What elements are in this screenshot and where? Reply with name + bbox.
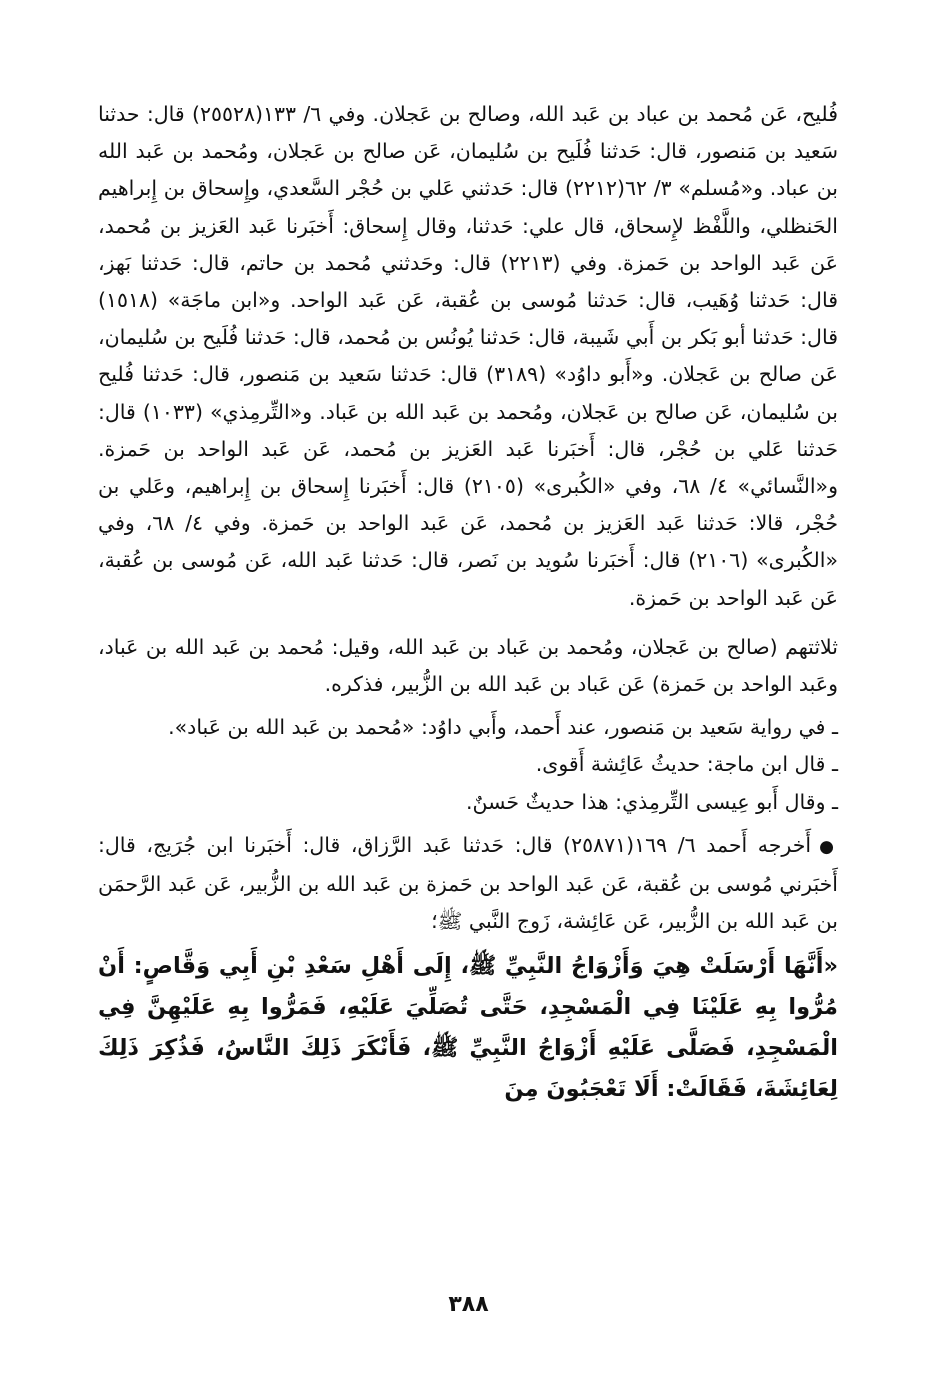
page-number: ٣٨٨ (448, 1292, 489, 1317)
page-body (98, 96, 838, 1110)
paragraph-three-narrators: ثلاثتهم (صالح بن عَجلان، ومُحمد بن عَباد بن عَبد الله، وقيل: مُحمد بن عَبد الله بن عَباد، وعَبد الواحد بن حَمزة) عَن عَباد بن عَبد الله بن الزُّبير، فذكره. (98, 634, 838, 697)
note-ibn-majah: ـ قال ابن ماجة: حديثُ عَائِشة أَقوى. (535, 752, 838, 777)
note-tirmidhi: ـ وقال أَبو عِيسى التِّرمِذي: هذا حديثٌ حَسنٌ. (466, 789, 838, 814)
paragraph-ahmad-takhrij (98, 827, 838, 941)
note-said-bin-mansur: ـ في رواية سَعيد بن مَنصور، عند أَحمد، وأَبي داوُد: «مُحمد بن عَبد الله بن عَباد». (168, 715, 838, 740)
hadith-text: «أَنَّهَا أَرْسَلَتْ هِيَ وَأَزْوَاجُ النَّبِيِّ ﷺ، إِلَى أَهْلِ سَعْدِ بْنِ أَبِي وَقَّاصٍ: أَنْ مُرُّوا بِهِ عَلَيْنَا فِي الْمَسْجِدِ، حَتَّى تُصَلِّيَ عَلَيْهِ، فَمَرُّوا بِهِ عَلَيْهِنَّ فِي الْمَسْجِدِ، فَصَلَّى عَلَيْهِ أَزْوَاجُ النَّبِيِّ ﷺ، فَأَنْكَرَ ذَلِكَ النَّاسُ، فَذُكِرَ ذَلِكَ لِعَائِشَةَ، فَقَالَتْ: أَلَا تَعْجَبُونَ مِنَ (98, 953, 838, 1103)
paragraph-takhrij-sources: فُليح، عَن مُحمد بن عباد بن عَبد الله، وصالح بن عَجلان. وفي ٦/ ١٣٣(٢٥٥٢٨) قال: حدثنا سَعيد بن مَنصور، قال: حَدثنا فُلَيح بن سُليمان، عَن صالح بن عَجلان، ومُحمد بن عَبد الله بن عباد. و«مُسلم» ٣/ ٦٢(٢٢١٢) قال: حَدثني عَلي بن حُجْر السَّعدي، وإِسحاق بن إِبراهيم الحَنظلي، واللَّفْظ لإِسحاق، قال علي: حَدثنا، وقال إِسحاق: أَخبَرنا عَبد العَزيز بن مُحمد، عَن عَبد الواحد بن حَمزة. وفي (٢٢١٣) قال: وحَدثني مُحمد بن حاتم، قال: حَدثنا بَهز، قال: حَدثنا وُهَيب، قال: حَدثنا مُوسى بن عُقبة، عَن عَبد الواحد. و«ابن ماجَة» (١٥١٨) قال: حَدثنا أبو بَكر بن أَبي شَيبة، قال: حَدثنا يُونُس بن مُحمد، قال: حَدثنا فُلَيح بن سُليمان، عَن صالح بن عَجلان. و«أَبو داوُد» (٣١٨٩) قال: حَدثنا سَعيد بن مَنصور، قال: حَدثنا فُليح بن سُليمان، عَن صالح بن عَجلان، ومُحمد بن عَبد الله بن عَباد. و«التِّرمِذي» (١٠٣٣) قال: حَدثنا عَلي بن حُجْر، قال: أَخبَرنا عَبد العَزيز بن مُحمد، عَن عَبد الواحد بن حَمزة. و«النَّسائي» ٤/ ٦٨، وفي «الكُبرى» (٢١٠٥) قال: أَخبَرنا إِسحاق بن إِبراهيم، وعَلي بن حُجْر، قالا: حَدثنا عَبد العَزيز بن مُحمد، عَن عَبد الواحد بن حَمزة. وفي ٤/ ٦٨، وفي «الكُبرى» (٢١٠٦) قال: أَخبَرنا سُويد بن نَصر، قال: حَدثنا عَبد الله، عَن مُوسى بن عُقبة، عَن عَبد الواحد بن حَمزة. (98, 102, 839, 610)
paragraph-ahmad-text: أَخرجه أَحمد ٦/ ١٦٩(٢٥٨٧١) قال: حَدثنا عَبد الرَّزاق، قال: أَخبَرنا ابن جُرَيج، قال: أَخبَرني مُوسى بن عُقبة، عَن عَبد الواحد بن حَمزة بن عَبد الله بن الزُّبير، عَن عَبد الرَّحمَن بن عَبد الله بن الزُّبير، عَن عَائِشة، زَوج النَّبي ﷺ؛ (98, 832, 838, 934)
bullet-icon: ● (819, 836, 838, 857)
